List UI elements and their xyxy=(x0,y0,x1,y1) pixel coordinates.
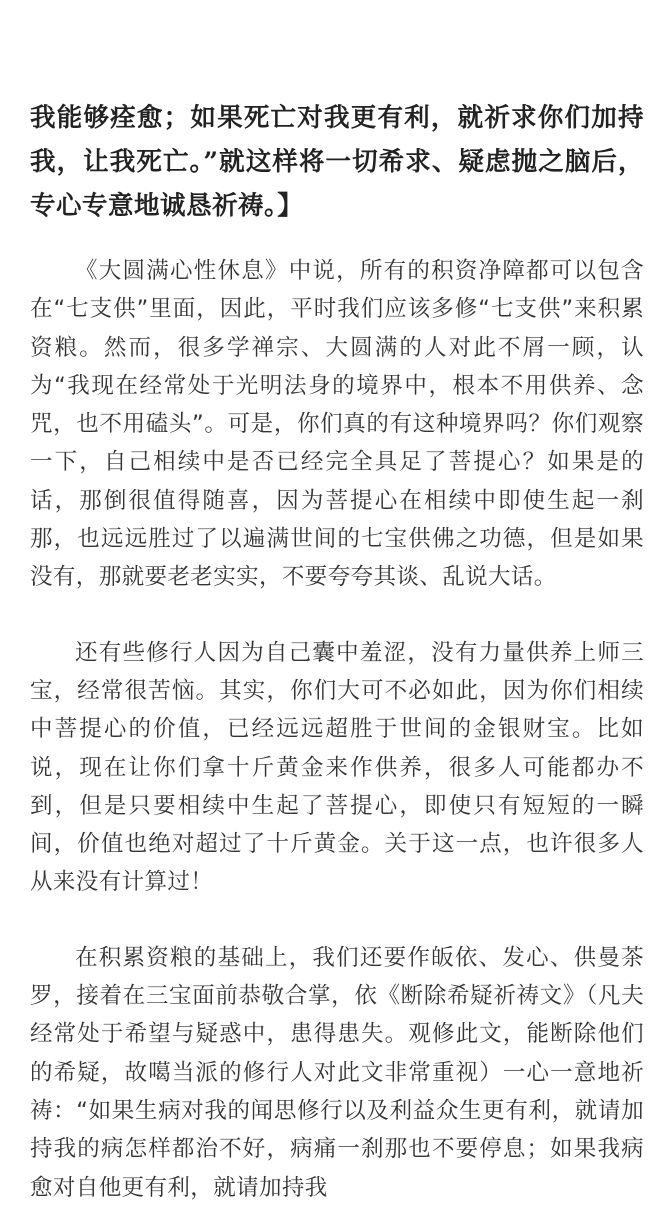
body-paragraph-2: 还有些修行人因为自己囊中羞涩，没有力量供养上师三宝，经常很苦恼。其实，你们大可不必如此，因为你们相续中菩提心的价值，已经远远超胜于世间的金银财宝。比如说，现在让你们拿十斤黄金来作供养，很多人可能都办不到，但是只要相续中生起了菩提心，即使只有短短的一瞬间，价值也绝对超过了十斤黄金。关于这一点，也许很多人从来没有计算过！ xyxy=(30,639,644,896)
body-paragraph-3: 在积累资粮的基础上，我们还要作皈依、发心、供曼茶罗，接着在三宝面前恭敬合掌，依《断除希疑祈祷文》（凡夫经常处于希望与疑惑中，患得患失。观修此文，能断除他们的希疑，故噶当派的修行人对此文非常重视）一心一意地祈祷：“如果生病对我的闻思修行以及利益众生更有利，就请加持我的病怎样都治不好，病痛一刹那也不要停息；如果我病愈对自他更有利，就请加持我 xyxy=(30,944,644,1201)
body-paragraph-1: 《大圆满心性休息》中说，所有的积资净障都可以包含在“七支供”里面，因此，平时我们应该多修“七支供”来积累资粮。然而，很多学禅宗、大圆满的人对此不屑一顾，认为“我现在经常处于光明法身的境界中，根本不用供养、念咒，也不用磕头”。可是，你们真的有这种境界吗？你们观察一下，自己相续中是否已经完全具足了菩提心？如果是的话，那倒很值得随喜，因为菩提心在相续中即使生起一刹那，也远远胜过了以遍满世间的七宝供佛之功德，但是如果没有，那就要老老实实，不要夸夸其谈、乱说大话。 xyxy=(30,258,644,591)
bold-quote-paragraph: 我能够痊愈；如果死亡对我更有利，就祈求你们加持我，让我死亡。”就这样将一切希求、疑虑抛之脑后，专心专意地诚恳祈祷。】 xyxy=(30,103,644,221)
